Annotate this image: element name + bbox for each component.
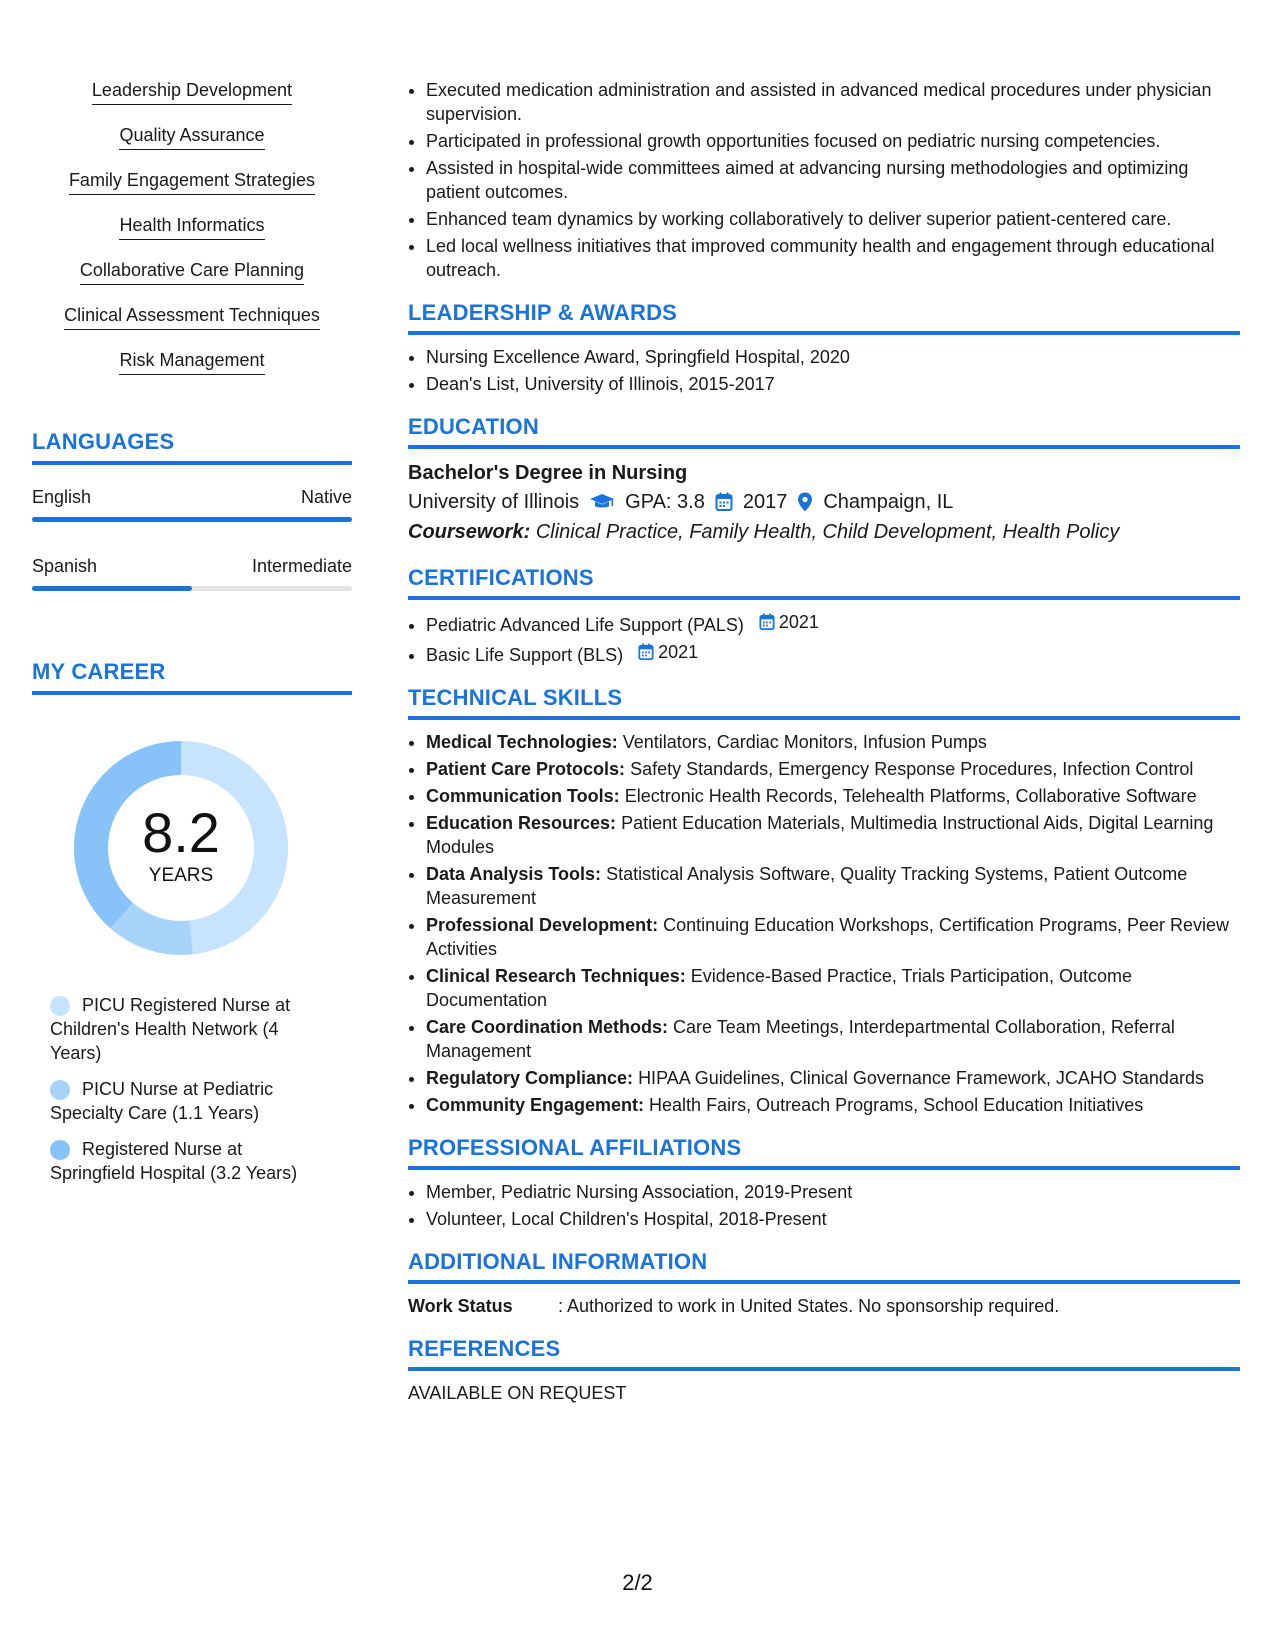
affiliations-list [408,1180,1240,1231]
work-status-row [408,1294,1240,1318]
education-meta [408,487,1240,517]
coursework-label: Coursework: [408,521,531,543]
certification-name: Basic Life Support (BLS) [426,645,624,665]
right-column [408,78,1240,1405]
affiliation-item: • Volunteer, Local Children's Hospital, 2018-Present [426,1207,1240,1231]
certification-item [426,640,1240,667]
additional-info-title: ADDITIONAL INFORMATION [408,1249,1240,1284]
experience-bullets [408,78,1240,282]
career-legend-item [50,1137,330,1185]
language-level: Native [300,487,352,507]
calendar-icon [638,643,654,661]
legend-dot-icon [50,1080,70,1100]
certification-item [426,610,1240,637]
references-section [408,1336,1240,1405]
skill-tag: Family Engagement Strategies [69,168,315,195]
language-row [32,485,352,522]
awards-list [408,345,1240,396]
language-row [32,554,352,591]
skill-item [32,303,352,348]
technical-skill-item [426,1066,1240,1090]
left-column [32,78,352,1197]
career-total-unit: YEARS [148,865,214,886]
affiliations-section [408,1135,1240,1231]
work-status-label: Work Status [408,1296,513,1316]
technical-skill-text: Patient Education Materials, Multimedia Instructional Aids, Digital Learning Modules [426,813,1214,857]
skill-tag: Leadership Development [92,78,292,105]
technical-skill-label: Professional Development: [426,915,659,935]
technical-skill-item [426,730,1240,754]
certifications-list [408,610,1240,667]
skill-tag: Risk Management [119,348,264,375]
affiliations-title: PROFESSIONAL AFFILIATIONS [408,1135,1240,1170]
skills-list [32,78,352,393]
technical-skill-text: Health Fairs, Outreach Programs, School Education Initiatives [649,1095,1144,1115]
certifications-title: CERTIFICATIONS [408,565,1240,600]
career-legend-label: Registered Nurse at Springfield Hospital (3.2 Years) [50,1139,298,1183]
school-location: Champaign, IL [823,491,954,513]
technical-skill-text: Ventilators, Cardiac Monitors, Infusion Pumps [622,732,987,752]
technical-skill-text: Electronic Health Records, Telehealth Platforms, Collaborative Software [624,786,1197,806]
career-legend-item [50,993,330,1065]
technical-skills-section [408,685,1240,1117]
technical-skills-title: TECHNICAL SKILLS [408,685,1240,720]
technical-skill-label: Community Engagement: [426,1095,645,1115]
technical-skill-label: Patient Care Protocols: [426,759,626,779]
skill-tag: Quality Assurance [119,123,264,150]
career-title: MY CAREER [32,659,352,695]
experience-bullet: • Participated in professional growth opportunities focused on pediatric nursing competencies. [426,129,1240,153]
experience-bullet: • Enhanced team dynamics by working collaboratively to deliver superior patient-centered care. [426,207,1240,231]
technical-skill-text: HIPAA Guidelines, Clinical Governance Framework, JCAHO Standards [638,1068,1204,1088]
certification-name: Pediatric Advanced Life Support (PALS) [426,615,744,635]
technical-skills-list [408,730,1240,1117]
technical-skill-text: Safety Standards, Emergency Response Procedures, Infection Control [630,759,1194,779]
skill-tag: Collaborative Care Planning [80,258,304,285]
technical-skill-text: Evidence-Based Practice, Trials Participation, Outcome Documentation [426,966,1132,1010]
calendar-icon [715,492,733,512]
awards-title: LEADERSHIP & AWARDS [408,300,1240,335]
technical-skill-text: Continuing Education Workshops, Certification Programs, Peer Review Activities [426,915,1230,959]
language-name: Spanish [32,556,98,576]
language-proficiency-fill [32,586,192,591]
skill-item [32,213,352,258]
technical-skill-item [426,862,1240,910]
education-section [408,414,1240,547]
skill-item [32,78,352,123]
certifications-section [408,565,1240,667]
languages-title: LANGUAGES [32,429,352,465]
language-level: Intermediate [251,556,352,576]
school-name: University of Illinois [408,491,580,513]
career-total-years: 8.2 [142,801,220,864]
language-proficiency-fill [32,517,352,522]
technical-skill-label: Regulatory Compliance: [426,1068,634,1088]
language-name: English [32,487,92,507]
gpa: GPA: 3.8 [625,491,705,513]
career-legend-item [50,1077,330,1125]
technical-skill-item [426,757,1240,781]
certification-year: 2021 [778,612,819,632]
languages-section [32,429,352,591]
technical-skill-label: Education Resources: [426,813,617,833]
technical-skill-label: Data Analysis Tools: [426,864,602,884]
technical-skill-item [426,1093,1240,1117]
skill-item [32,258,352,303]
language-proficiency-bar [32,517,352,522]
additional-info-section [408,1249,1240,1318]
experience-bullet: • Led local wellness initiatives that improved community health and engagement through educational outreach. [426,234,1240,282]
references-text: AVAILABLE ON REQUEST [408,1383,627,1403]
technical-skill-text: Statistical Analysis Software, Quality Tracking Systems, Patient Outcome Measurement [426,864,1188,908]
career-donut-chart [66,733,296,963]
work-status-value: : Authorized to work in United States. No sponsorship required. [558,1296,1060,1316]
career-legend-label: PICU Nurse at Pediatric Specialty Care (1.1 Years) [50,1079,274,1123]
skill-item [32,348,352,393]
calendar-icon [759,613,775,631]
awards-section [408,300,1240,396]
graduation-cap-icon [589,493,615,511]
legend-dot-icon [50,996,70,1016]
technical-skill-label: Communication Tools: [426,786,620,806]
location-pin-icon [797,492,813,512]
career-section [32,659,352,1185]
career-legend [50,993,330,1185]
technical-skill-item [426,811,1240,859]
graduation-year: 2017 [742,491,788,513]
skill-tag: Clinical Assessment Techniques [64,303,320,330]
career-legend-label: PICU Registered Nurse at Children's Health Network (4 Years) [50,995,291,1063]
technical-skill-label: Medical Technologies: [426,732,618,752]
language-proficiency-bar [32,586,352,591]
experience-bullet: • Assisted in hospital-wide committees aimed at advancing nursing methodologies and optimizing patient outcomes. [426,156,1240,204]
legend-dot-icon [50,1140,70,1160]
technical-skill-label: Clinical Research Techniques: [426,966,686,986]
references-title: REFERENCES [408,1336,1240,1371]
skill-item [32,168,352,213]
technical-skill-item [426,913,1240,961]
degree-title: Bachelor's Degree in Nursing [408,462,688,484]
education-title: EDUCATION [408,414,1240,449]
affiliation-item: • Member, Pediatric Nursing Association, 2019-Present [426,1180,1240,1204]
coursework-list: Clinical Practice, Family Health, Child Development, Health Policy [535,521,1120,543]
technical-skill-label: Care Coordination Methods: [426,1017,668,1037]
donut-center [66,733,296,963]
technical-skill-item [426,1015,1240,1063]
certification-year: 2021 [658,642,699,662]
technical-skill-item [426,784,1240,808]
page-number: 2/2 [622,1570,653,1595]
technical-skill-text: Care Team Meetings, Interdepartmental Collaboration, Referral Management [426,1017,1175,1061]
award-item: • Dean's List, University of Illinois, 2015-2017 [426,372,1240,396]
technical-skill-item [426,964,1240,1012]
skill-item [32,123,352,168]
skill-tag: Health Informatics [119,213,264,240]
experience-bullet: • Executed medication administration and assisted in advanced medical procedures under physician supervision. [426,78,1240,126]
award-item: • Nursing Excellence Award, Springfield Hospital, 2020 [426,345,1240,369]
coursework [408,517,1240,547]
